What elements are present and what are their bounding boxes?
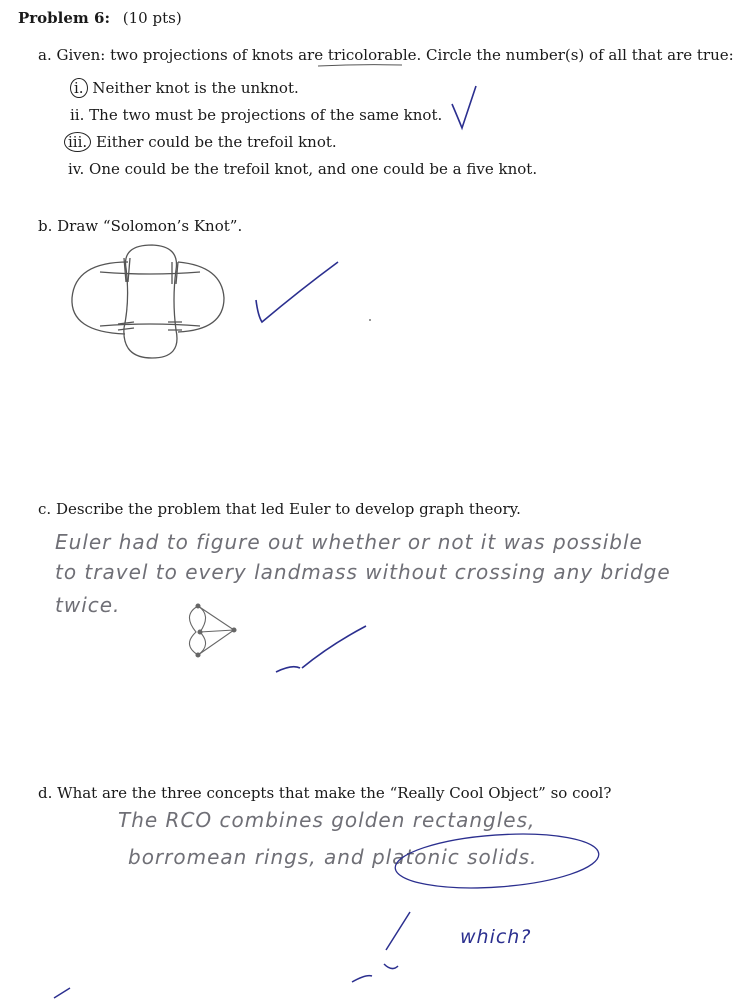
grader-oval [393,828,600,894]
check-mark-b [256,262,338,322]
part-d-label: d. [38,784,53,802]
check-mark-d [352,912,410,982]
problem-points: (10 pts) [122,9,182,27]
option-i-text: Neither knot is the unknot. [92,79,299,97]
option-i-number: i. [70,78,88,98]
option-iv-text: One could be the trefoil knot, and one could be a five knot. [89,160,538,178]
grader-note: which? [460,926,532,948]
option-iv-number: iv. [68,160,85,178]
part-c-label: c. [38,500,52,518]
part-a-question: Given: two projections of knots are tricolorable. Circle the number(s) of all that are true: [56,46,734,64]
stray-mark [54,988,70,998]
part-d-question: What are the three concepts that make the “Really Cool Object” so cool? [57,784,612,802]
stray-dot [369,319,371,321]
konigsberg-graph-sketch [189,604,236,657]
part-c-question: Describe the problem that led Euler to develop graph theory. [55,500,521,518]
part-c-answer-line-3: twice. [55,593,121,617]
problem-number: Problem 6: [18,9,110,27]
option-iii-number: iii. [64,132,91,152]
option-iii-text: Either could be the trefoil knot. [95,133,337,151]
check-mark-a [452,86,476,128]
part-b-label: b. [38,217,53,235]
part-c-answer-line-2: to travel to every landmass without crossing any bridge [55,560,671,584]
solomons-knot-drawing [72,245,224,358]
check-mark-c [276,626,366,672]
option-ii-text: The two must be projections of the same knot. [89,106,443,124]
part-b-question: Draw “Solomon’s Knot”. [57,217,243,235]
part-c-answer-line-1: Euler had to figure out whether or not it was possible [55,530,643,554]
part-d-answer-line-2: borromean rings, and platonic solids. [128,845,538,869]
tricolorable-underline [318,65,402,66]
option-ii-number: ii. [70,106,85,124]
part-d-answer-line-1: The RCO combines golden rectangles, [118,808,536,832]
part-a-label: a. [38,46,52,64]
